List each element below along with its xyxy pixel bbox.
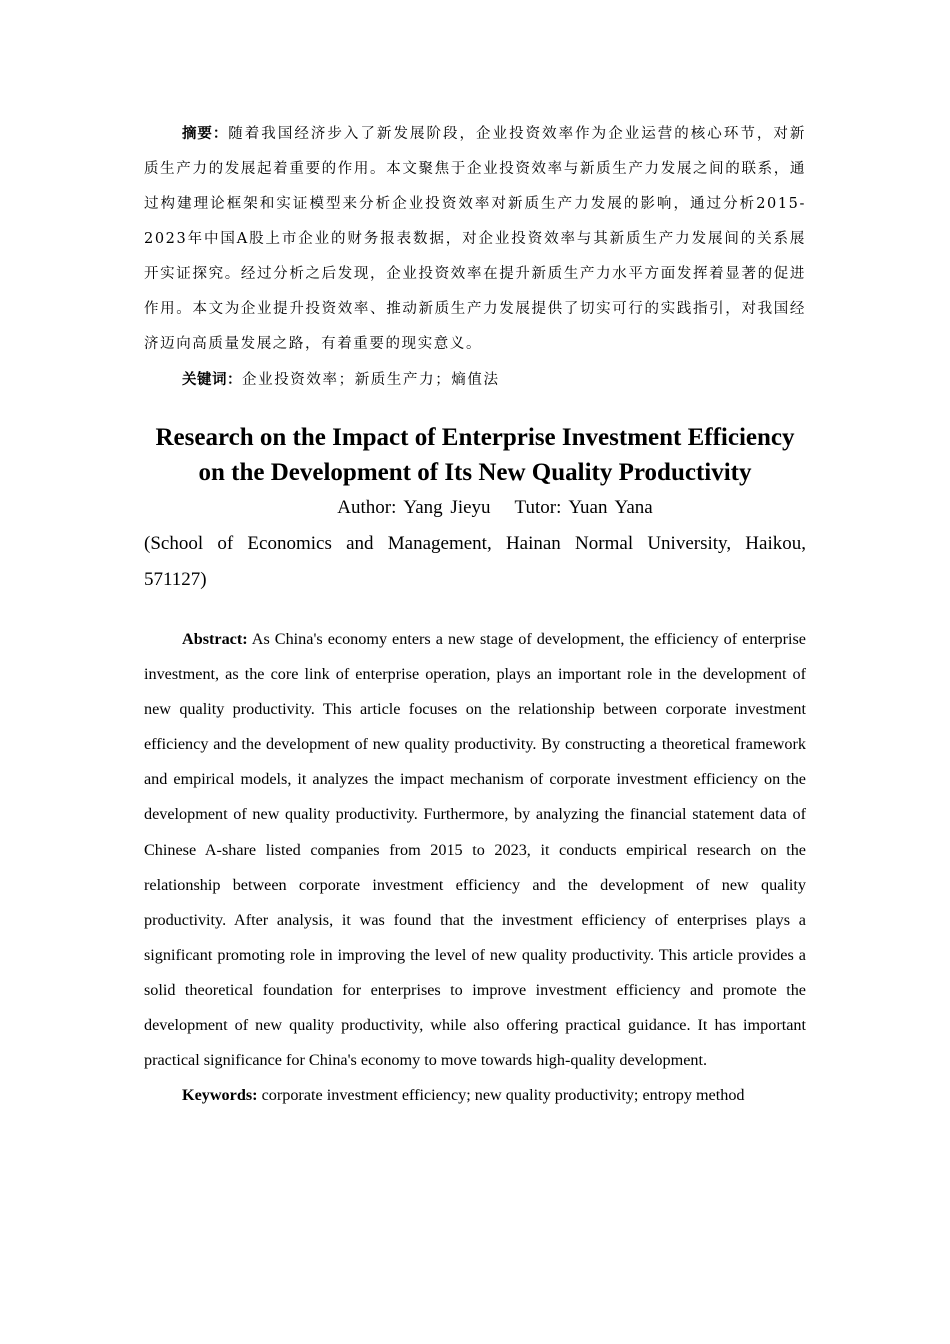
paper-title [144, 420, 806, 490]
en-abstract-label: Abstract: [182, 630, 248, 648]
cn-keywords-text: 企业投资效率；新质生产力；熵值法 [242, 372, 500, 388]
author-name: Author: Yang Jieyu [337, 497, 491, 518]
cn-abstract-paragraph [144, 116, 806, 362]
en-keywords-text: corporate investment efficiency; new quality productivity; entropy method [257, 1086, 745, 1105]
affiliation [144, 526, 806, 598]
paper-page [144, 116, 806, 1113]
cn-keywords-paragraph [144, 362, 806, 398]
en-keywords-paragraph [144, 1078, 806, 1113]
en-abstract-text: As China's economy enters a new stage of development, the efficiency of enterprise investment, as the core link of enterprise operation, plays an important role in the development of new quality productivity. This article focuses on the relationship between corporate investment efficiency and the development of new quality productivity. By constructing a theoretical framework and empirical models, it analyzes the impact mechanism of corporate investment efficiency on the development of new quality productivity. Furthermore, by analyzing the financial statement data of Chinese A-share listed companies from 2015 to 2023, it conducts empirical research on the relationship between corporate investment efficiency and the development of new quality productivity. After analysis, it was found that the investment efficiency of enterprises plays a significant promoting role in improving the level of new quality productivity. This article provides a solid theoretical foundation for enterprises to improve investment efficiency and promote the development of new quality productivity, while also offering practical guidance. It has important practical significance for China's economy to move towards high-quality development. [144, 630, 806, 1070]
affiliation-line-1: (School of Economics and Management, Hainan Normal University, Haikou, [144, 533, 806, 554]
tutor-name: Tutor: Yuan Yana [514, 497, 653, 518]
cn-keywords-label: 关键词： [182, 371, 242, 388]
paper-title-line-1: Research on the Impact of Enterprise Investment Efficiency [155, 424, 795, 451]
cn-abstract-text: 随着我国经济步入了新发展阶段，企业投资效率作为企业运营的核心环节，对新质生产力的发展起着重要的作用。本文聚焦于企业投资效率与新质生产力发展之间的联系，通过构建理论框架和实证模型来分析企业投资效率对新质生产力发展的影响，通过分析2015-2023年中国A股上市企业的财务报表数据，对企业投资效率与其新质生产力发展间的关系展开实证探究。经过分析之后发现，企业投资效率在提升新质生产力水平方面发挥着显著的促进作用。本文为企业提升投资效率、推动新质生产力发展提供了切实可行的实践指引，对我国经济迈向高质量发展之路，有着重要的现实意义。 [144, 126, 807, 352]
en-abstract-paragraph [144, 622, 806, 1078]
en-keywords-label: Keywords: [182, 1086, 258, 1105]
cn-abstract-label: 摘要： [182, 125, 229, 142]
paper-title-line-2: on the Development of Its New Quality Productivity [198, 459, 752, 486]
author-line [144, 490, 806, 526]
affiliation-line-2: 571127) [144, 569, 207, 590]
